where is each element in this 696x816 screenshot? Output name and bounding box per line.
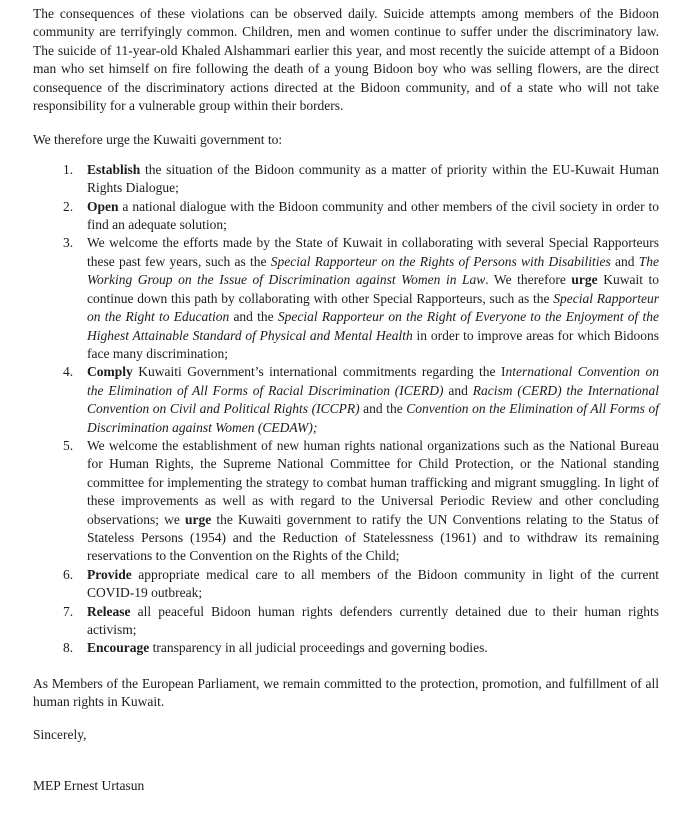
demand-text-run: transparency in all judicial proceedings and governing bodies. [149,640,488,656]
demand-text-run: We welcome the establishment of new human rights national organizations such as the National Bureau for Human Rights, the Supreme National Committee for Child Protection, or the National standing committee for implementing the strategy to combat human trafficking and migrant smuggling. In light of these improvements as well as with regard to the Universal Periodic Review and other concluding observations; we [87,437,659,527]
demand-text-run: urge [185,511,212,527]
demand-text-run: Open [87,198,119,214]
urge-intro: We therefore urge the Kuwaiti government to: [33,132,283,148]
demand-text-run: and the [229,309,278,325]
demands-list [33,161,659,658]
demand-text-run: all peaceful Bidoon human rights defenders currently detained due to their human rights activism; [87,603,659,637]
demand-text-run: Provide [87,566,132,582]
demand-text-run: Encourage [87,640,150,656]
demand-text-run: appropriate medical care to all members of the Bidoon community in light of the current COVID-19 outbreak; [87,566,659,601]
demand-number: 2. [63,198,74,214]
paragraph-violations: The consequences of these violations can be observed daily. Suicide attempts among members of the Bidoon community are terrifyingly common. Children, men and women continue to suffer under the discriminatory law. The suicide of 11-year-old Khaled Alshammari earlier this year, and most recently the suicide attempt of a Bidoon man who set himself on fire following the death of a young Bidoon boy who was selling flowers, are the direct consequence of the discriminatory actions directed at the Bidoon community, and of a state who will not take responsibility for a vulnerable group within their borders. [33,6,659,114]
demand-text-run: We welcome the efforts made by the State of Kuwait in collaborating with several Special Rapporteurs these past few years, such as the [87,235,659,269]
demand-text-run: nternational Convention on the Elimination of All Forms of Racial Discrimination (ICERD) [87,364,659,398]
demand-text-run: and the [359,401,407,417]
demand-item [33,198,659,235]
demand-number: 8. [63,640,74,656]
demand-item [33,639,659,657]
demand-text-run: the situation of the Bidoon community as a matter of priority within the EU-Kuwait Human Rights Dialogue; [87,161,659,196]
demand-text-run: Release [87,603,131,619]
demand-text-run: Kuwait to continue down this path by collaborating with other Special Rapporteurs, such as the [87,272,659,306]
demand-text-run: Racism (CERD) the International Convention on Civil and Political Rights (ICCPR) [87,382,660,417]
demand-item [33,566,659,603]
demand-text-run: Kuwaiti Government’s international commitments regarding the I [132,364,506,380]
demand-number: 3. [63,235,74,251]
demand-item [33,437,659,566]
demand-text-run: Comply [87,364,133,380]
demand-item [33,363,659,437]
demand-number: 5. [63,437,74,453]
demand-number: 4. [63,364,74,380]
demand-text-run: urge [571,272,598,288]
demand-text-run: Special Rapporteur on the Rights of Persons with Disabilities [270,253,611,269]
demand-item [33,234,659,363]
demand-text-run: a national dialogue with the Bidoon community and other members of the civil society in order to find an adequate solution; [87,198,659,233]
demand-number: 7. [63,603,74,619]
demand-item [33,161,659,198]
demand-text-run: and [443,382,473,398]
closing-paragraph: As Members of the European Parliament, we remain committed to the protection, promotion, and fulfillment of all human rights in Kuwait. [33,675,659,710]
demand-number: 1. [63,161,74,177]
signoff: Sincerely, [33,726,87,742]
demand-item [33,603,659,640]
demand-text-run: The Working Group on the Issue of Discrimination against Women in Law [87,253,659,288]
demand-text-run: in order to improve areas for which Bidoons face many discrimination; [87,327,659,361]
demand-text-run: Convention on the Elimination of All Forms of Discrimination against Women (CEDAW); [87,401,659,435]
demand-text-run: the Kuwaiti government to ratify the UN Conventions relating to the Status of Stateless Persons (1954) and the Reduction of Statelessness (1961) and to withdraw its remaining reservations to the Convention on the Rights of the Child; [87,511,660,564]
demand-number: 6. [63,566,74,582]
demand-text-run: Special Rapporteur on the Right to Education [87,290,659,325]
demand-text-run: and [610,253,639,269]
signature: MEP Ernest Urtasun [33,778,145,794]
demand-text-run: Special Rapporteur on the Right of Everyone to the Enjoyment of the Highest Attainable Standard of Physical and Mental Health [87,309,659,343]
demand-text-run: Establish [87,161,141,177]
demand-text-run: . We therefore [485,272,572,288]
